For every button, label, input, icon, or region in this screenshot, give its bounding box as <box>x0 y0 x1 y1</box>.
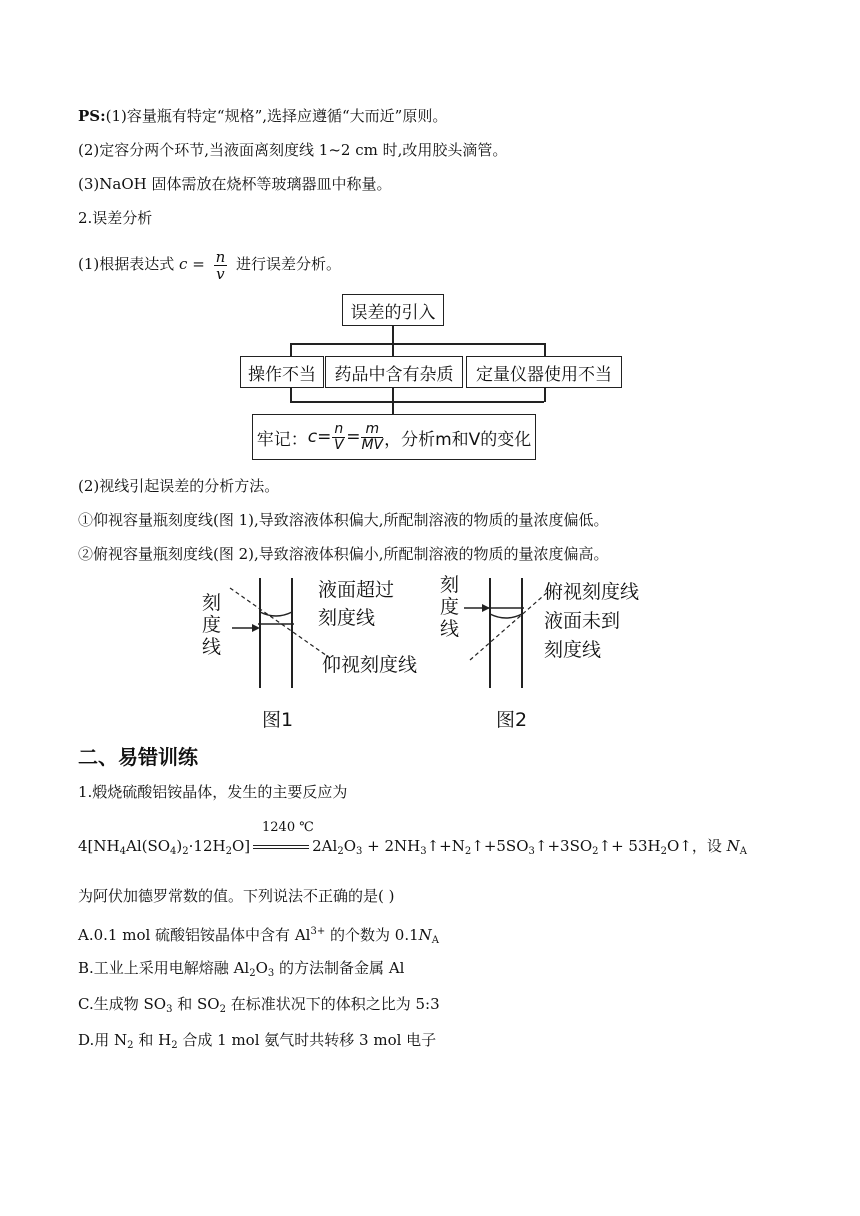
figure-2-labels <box>544 578 639 665</box>
ps-line-2: (2)定容分两个环节,当液面离刻度线 1~2 cm 时,改用胶头滴管。 <box>78 141 508 159</box>
summary-prefix: 牢记： <box>256 429 308 450</box>
ps-label: PS: <box>78 107 106 125</box>
figure-2-label-line: 液面未到 <box>544 610 621 632</box>
option-a-value: 0.1 <box>394 926 419 944</box>
expression-eq: = <box>192 255 205 273</box>
avogadro-subscript: A <box>739 846 748 857</box>
option-a-na-sub: A <box>431 935 439 946</box>
figure-1-scale-char: 线 <box>202 636 222 658</box>
summary-n: n <box>334 420 344 437</box>
figure-1-bottom-label: 仰视刻度线 <box>322 654 418 676</box>
option-b: B.工业上采用电解熔融 $Al_2O_3$ 的方法制备金属 Al <box>78 959 405 979</box>
figure-1-tube <box>230 578 330 688</box>
flow-connector <box>290 343 544 345</box>
summary-mv: MV <box>361 436 384 453</box>
option-a-mid: 的个数为 <box>329 926 390 944</box>
flow-branch-box: 药品中含有杂质 <box>325 356 463 388</box>
figure-2-scale-char: 线 <box>440 618 460 640</box>
ps-line-3: (3)NaOH 固体需放在烧杯等玻璃器皿中称量。 <box>78 175 392 193</box>
figure-2-scale-label <box>440 574 459 640</box>
figure-2-scale-char: 刻 <box>440 574 460 596</box>
option-c-prefix: C.生成物 <box>78 995 139 1013</box>
option-d: D.用 $N_2$ 和 $H_2$ 合成 1 mol 氨气时共转移 3 mol 电子 <box>78 1031 437 1051</box>
figure-2-tube <box>464 578 550 688</box>
ps-line-1 <box>78 106 447 126</box>
figure-1-caption: 图1 <box>262 709 294 731</box>
summary-fraction-2 <box>361 422 383 453</box>
expression-prefix: (1)根据表达式 <box>78 255 175 273</box>
option-b-suffix: 的方法制备金属 Al <box>279 959 405 977</box>
question-1-intro: 1.煅烧硫酸铝铵晶体，发生的主要反应为 <box>78 783 348 801</box>
figure-2-scale-char: 度 <box>440 596 460 618</box>
ps-text-1: (1)容量瓶有特定“规格”,选择应遵循“大而近”原则。 <box>105 107 448 125</box>
summary-c: c <box>307 427 318 447</box>
option-d-mid: 和 <box>138 1031 154 1049</box>
fraction-denominator: v <box>216 264 225 283</box>
reaction-formula: $4[NH_4Al(SO_4)_2\cdot 12H_2O] 2Al_2O_3$ + $2NH_3↑+N_2↑+5SO_3↑+3SO_2↑+$ $53H_2O↑$，设 $N_A$ <box>78 837 748 857</box>
summary-v: V <box>333 436 344 453</box>
figure-1-scale-char: 度 <box>202 614 222 636</box>
figure-2-label-line: 刻度线 <box>544 639 602 661</box>
fraction-numerator: n <box>215 247 226 266</box>
flow-branch-box: 定量仪器使用不当 <box>466 356 622 388</box>
figure-1-scale-label <box>202 592 221 658</box>
flow-connector <box>290 401 544 403</box>
sight-item-1: ①仰视容量瓶刻度线(图 1),导致溶液体积偏大,所配制溶液的物质的量浓度偏低。 <box>78 511 609 529</box>
flow-connector <box>290 388 292 402</box>
flow-summary-box <box>252 414 536 460</box>
sight-item-2: ②俯视容量瓶刻度线(图 2),导致溶液体积偏小,所配制溶液的物质的量浓度偏高。 <box>78 545 609 563</box>
summary-fraction-1 <box>332 422 345 453</box>
option-c: C.生成物 $SO_3$ 和 $SO_2$ 在标准状况下的体积之比为 5:3 <box>78 995 440 1015</box>
expression-fraction <box>214 249 228 282</box>
flow-connector <box>392 326 394 344</box>
flow-connector <box>544 388 546 402</box>
summary-m: m <box>361 422 383 438</box>
summary-suffix: ，分析m和V的变化 <box>384 429 532 450</box>
question-1-stem: 为阿伏加德罗常数的值。下列说法不正确的是( ) <box>78 887 395 905</box>
error-analysis-title: 2.误差分析 <box>78 209 153 227</box>
flow-connector <box>392 343 394 357</box>
option-c-suffix: 在标准状况下的体积之比为 5:3 <box>230 995 440 1013</box>
option-d-suffix: 合成 1 mol 氨气时共转移 3 mol 电子 <box>182 1031 437 1049</box>
expression-suffix: 进行误差分析。 <box>236 255 342 273</box>
reaction-condition: 1240 ℃ <box>262 820 314 835</box>
option-b-prefix: B.工业上采用电解熔融 <box>78 959 229 977</box>
figure-1-scale-char: 刻 <box>202 592 222 614</box>
sight-title: (2)视线引起误差的分析方法。 <box>78 477 280 495</box>
summary-eq: = <box>346 427 361 447</box>
figure-2-caption: 图2 <box>496 709 528 731</box>
figure-1-top-line: 液面超过 <box>318 579 395 601</box>
expression-line <box>78 244 341 284</box>
avogadro-symbol: N <box>726 837 740 855</box>
figure-1-top-line: 刻度线 <box>318 607 376 629</box>
flow-connector <box>290 343 292 357</box>
flow-root-box: 误差的引入 <box>342 294 444 326</box>
option-d-prefix: D.用 <box>78 1031 110 1049</box>
expression-c: c <box>179 255 188 273</box>
figure-1-top-label <box>318 576 394 632</box>
option-a-na: N <box>418 926 432 944</box>
figure-2-label-line: 俯视刻度线 <box>544 581 640 603</box>
flow-branch-box: 操作不当 <box>240 356 324 388</box>
flow-connector <box>544 343 546 357</box>
section-heading: 二、易错训练 <box>78 745 198 769</box>
option-a: A.0.1 mol 硫酸铝铵晶体中含有 $Al^{3+}$ 的个数为 $0.1N_A$ <box>78 926 439 946</box>
option-c-mid: 和 <box>177 995 193 1013</box>
option-a-prefix: A.0.1 mol 硫酸铝铵晶体中含有 <box>78 926 291 944</box>
reaction-tail: ，设 <box>691 837 722 855</box>
summary-eq: = <box>317 427 332 447</box>
